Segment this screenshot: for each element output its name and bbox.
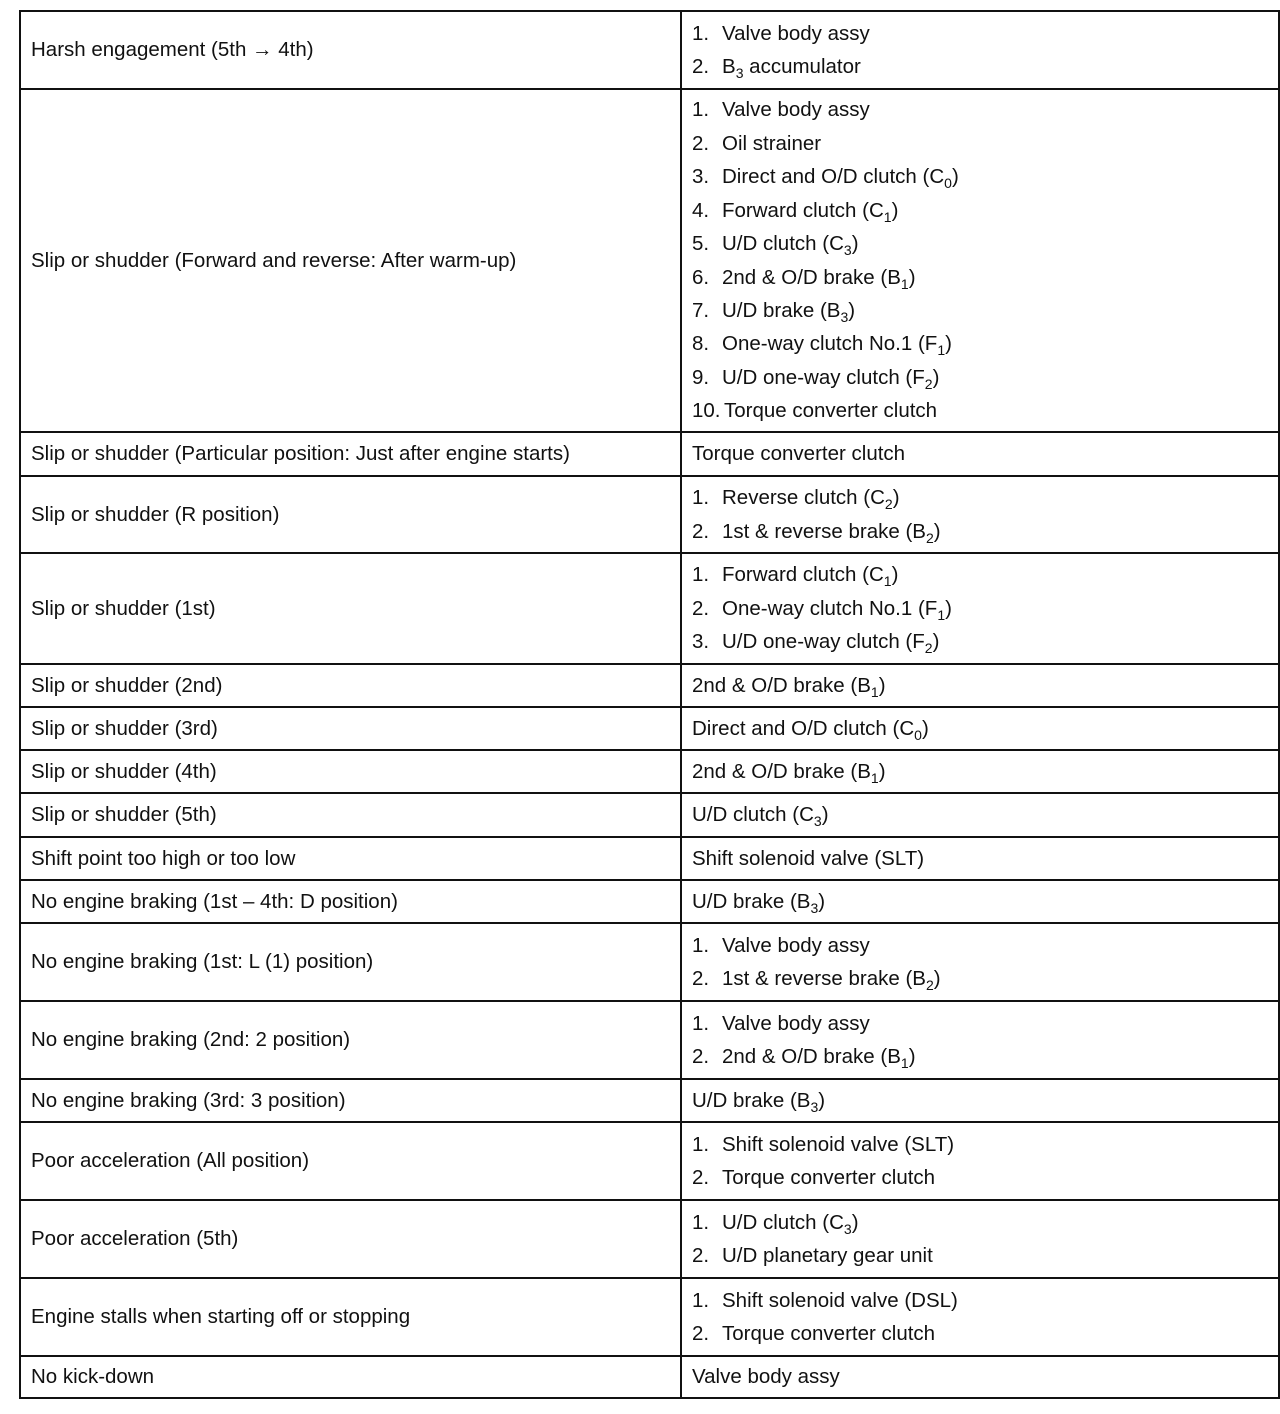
symptom-cell bbox=[20, 11, 681, 89]
part-number: 3. bbox=[692, 165, 710, 189]
part-suffix: ) bbox=[945, 332, 952, 356]
part-text: U/D brake (B bbox=[692, 889, 811, 913]
part-text: Shift solenoid valve (DSL) bbox=[722, 1288, 958, 1312]
parts-cell bbox=[681, 89, 1279, 432]
part-subscript: 1 bbox=[870, 683, 879, 700]
part-item bbox=[692, 160, 1268, 193]
part-text: Valve body assy bbox=[692, 1365, 840, 1389]
trouble-table-body bbox=[20, 11, 1279, 1398]
symptom-text: Slip or shudder (1st) bbox=[31, 596, 216, 620]
part-text: Torque converter clutch bbox=[724, 399, 938, 423]
part-number: 1. bbox=[692, 486, 710, 510]
part-suffix: ) bbox=[892, 486, 900, 510]
symptom-text: Poor acceleration (All position) bbox=[31, 1149, 310, 1173]
table-row bbox=[20, 1079, 1279, 1122]
parts-cell bbox=[681, 923, 1279, 1001]
part-item bbox=[692, 17, 1268, 50]
part-item bbox=[692, 558, 1268, 591]
part-suffix: ) bbox=[878, 759, 886, 783]
part-subscript: 1 bbox=[870, 769, 879, 786]
part-subscript: 0 bbox=[944, 175, 952, 192]
symptom-cell bbox=[20, 553, 681, 664]
parts-cell bbox=[681, 664, 1279, 707]
symptom-text: Slip or shudder (R position) bbox=[31, 502, 280, 526]
table-row bbox=[20, 664, 1279, 707]
parts-cell bbox=[681, 1356, 1279, 1398]
part-item bbox=[692, 50, 1268, 83]
part-suffix: ) bbox=[908, 265, 916, 289]
symptom-text: Slip or shudder (3rd) bbox=[31, 716, 218, 740]
symptom-cell bbox=[20, 837, 681, 880]
part-item bbox=[692, 1040, 1268, 1073]
part-subscript: 1 bbox=[900, 1055, 909, 1071]
part-item bbox=[692, 1317, 1268, 1350]
part-item bbox=[692, 294, 1268, 327]
symptom-cell bbox=[20, 1079, 681, 1122]
table-row bbox=[20, 880, 1279, 923]
trouble-table bbox=[19, 10, 1280, 1399]
symptom-text: Engine stalls when starting off or stopping bbox=[31, 1305, 411, 1329]
table-row bbox=[20, 1122, 1279, 1200]
part-subscript: 3 bbox=[843, 242, 852, 259]
part-subscript: 1 bbox=[937, 606, 946, 623]
part-suffix: ) bbox=[851, 232, 859, 256]
symptom-cell bbox=[20, 923, 681, 1001]
part-suffix: ) bbox=[821, 803, 829, 827]
symptom-cell bbox=[20, 1278, 681, 1356]
part-item bbox=[692, 798, 1268, 831]
symptom-cell bbox=[20, 1200, 681, 1278]
part-number: 1. bbox=[692, 563, 710, 587]
part-item bbox=[692, 885, 1268, 918]
symptom-cell bbox=[20, 1001, 681, 1079]
part-number: 4. bbox=[692, 198, 710, 222]
parts-cell bbox=[681, 1278, 1279, 1356]
part-number: 1. bbox=[692, 98, 710, 122]
symptom-cell bbox=[20, 476, 681, 553]
part-text: Valve body assy bbox=[722, 98, 870, 122]
part-item bbox=[692, 712, 1268, 745]
part-suffix: ) bbox=[932, 365, 940, 389]
part-text: 2nd & O/D brake (B bbox=[722, 265, 901, 289]
part-subscript: 0 bbox=[914, 726, 922, 743]
symptom-text: No kick-down bbox=[31, 1365, 155, 1389]
symptom-text: Poor acceleration (5th) bbox=[31, 1227, 239, 1251]
part-text: U/D brake (B bbox=[692, 1088, 811, 1112]
part-number: 8. bbox=[692, 332, 710, 356]
part-text: Forward clutch (C bbox=[722, 198, 884, 222]
part-text: Shift solenoid valve (SLT) bbox=[722, 1132, 955, 1156]
symptom-cell bbox=[20, 793, 681, 837]
part-suffix: ) bbox=[851, 1210, 859, 1234]
symptom-text: No engine braking (1st – 4th: D position) bbox=[31, 889, 398, 913]
part-item bbox=[692, 261, 1268, 294]
parts-cell bbox=[681, 11, 1279, 89]
part-number: 1. bbox=[692, 21, 710, 45]
part-subscript: 2 bbox=[884, 496, 893, 513]
parts-cell bbox=[681, 553, 1279, 664]
part-text: Oil strainer bbox=[722, 131, 822, 155]
part-item bbox=[692, 515, 1268, 548]
part-prefix: B bbox=[722, 55, 736, 78]
symptom-text: Shift point too high or too low bbox=[31, 846, 296, 870]
symptom-cell bbox=[20, 1356, 681, 1398]
part-number: 2. bbox=[692, 1045, 710, 1068]
part-subscript: 3 bbox=[843, 1220, 852, 1237]
part-text: 2nd & O/D brake (B bbox=[692, 759, 871, 783]
part-subscript: 1 bbox=[937, 342, 946, 359]
part-number: 1. bbox=[692, 1011, 710, 1035]
symptom-cell bbox=[20, 880, 681, 923]
part-text: U/D clutch (C bbox=[692, 803, 814, 827]
part-number: 3. bbox=[692, 630, 710, 654]
part-text: U/D clutch (C bbox=[722, 232, 844, 256]
symptom-text: Slip or shudder (4th) bbox=[31, 759, 217, 783]
part-subscript: 1 bbox=[883, 573, 892, 590]
part-item bbox=[692, 929, 1268, 962]
part-suffix: ) bbox=[891, 198, 899, 222]
part-number: 7. bbox=[692, 298, 710, 322]
part-number: 1. bbox=[692, 1132, 710, 1156]
symptom-text: Slip or shudder (Forward and reverse: After warm-up) bbox=[31, 248, 517, 272]
part-item bbox=[692, 1284, 1268, 1317]
part-suffix: ) bbox=[933, 967, 941, 990]
part-number: 1. bbox=[692, 933, 710, 957]
part-number: 2. bbox=[692, 967, 710, 990]
part-item bbox=[692, 327, 1268, 360]
table-row bbox=[20, 1200, 1279, 1278]
table-row bbox=[20, 1356, 1279, 1398]
part-item bbox=[692, 481, 1268, 514]
symptom-text: No engine braking (3rd: 3 position) bbox=[31, 1088, 346, 1112]
part-number: 2. bbox=[692, 519, 710, 543]
part-number: 1. bbox=[692, 1288, 710, 1312]
part-text: Shift solenoid valve (SLT) bbox=[692, 846, 925, 870]
symptom-text: Slip or shudder (Particular position: Just after engine starts) bbox=[31, 442, 570, 466]
part-text: U/D clutch (C bbox=[722, 1210, 844, 1234]
part-text: Torque converter clutch bbox=[692, 442, 906, 466]
part-item bbox=[692, 962, 1268, 995]
part-suffix: ) bbox=[891, 563, 899, 587]
table-row bbox=[20, 476, 1279, 553]
part-text: One-way clutch No.1 (F bbox=[722, 596, 938, 620]
part-item bbox=[692, 1360, 1268, 1393]
symptom-cell bbox=[20, 89, 681, 432]
part-item bbox=[692, 592, 1268, 625]
symptom-text: Harsh engagement (5th → 4th) bbox=[31, 38, 314, 62]
part-text: U/D one-way clutch (F bbox=[722, 630, 925, 654]
part-number: 2. bbox=[692, 1322, 710, 1345]
part-text: U/D one-way clutch (F bbox=[722, 365, 925, 389]
part-item bbox=[692, 1161, 1268, 1194]
part-subscript: 3 bbox=[813, 813, 822, 830]
part-item bbox=[692, 194, 1268, 227]
part-item bbox=[692, 361, 1268, 394]
symptom-text: No engine braking (2nd: 2 position) bbox=[31, 1028, 351, 1052]
part-text: Valve body assy bbox=[722, 1011, 870, 1035]
table-row bbox=[20, 707, 1279, 750]
symptom-cell bbox=[20, 707, 681, 750]
parts-cell bbox=[681, 837, 1279, 880]
part-subscript: 3 bbox=[735, 65, 744, 81]
part-item bbox=[692, 669, 1268, 702]
part-text: U/D planetary gear unit bbox=[722, 1244, 933, 1267]
part-number: 2. bbox=[692, 1244, 710, 1267]
parts-cell bbox=[681, 1079, 1279, 1122]
part-text: Reverse clutch (C bbox=[722, 486, 885, 510]
table-row bbox=[20, 750, 1279, 793]
part-subscript: 2 bbox=[925, 529, 934, 546]
parts-cell bbox=[681, 793, 1279, 837]
part-suffix: ) bbox=[933, 519, 941, 543]
table-row bbox=[20, 793, 1279, 837]
part-number: 6. bbox=[692, 265, 710, 289]
part-text: 1st & reverse brake (B bbox=[722, 519, 926, 543]
symptom-cell bbox=[20, 750, 681, 793]
part-subscript: 1 bbox=[900, 275, 909, 292]
parts-cell bbox=[681, 432, 1279, 476]
part-number: 5. bbox=[692, 232, 710, 256]
part-text: One-way clutch No.1 (F bbox=[722, 332, 938, 356]
part-item bbox=[692, 1007, 1268, 1040]
part-subscript: 2 bbox=[924, 375, 933, 392]
table-row bbox=[20, 553, 1279, 664]
part-item bbox=[692, 127, 1268, 160]
part-suffix: ) bbox=[818, 889, 826, 913]
part-text: 1st & reverse brake (B bbox=[722, 967, 926, 990]
part-text: Torque converter clutch bbox=[722, 1166, 936, 1189]
parts-cell bbox=[681, 1001, 1279, 1079]
part-text: U/D brake (B bbox=[722, 298, 841, 322]
part-item bbox=[692, 1206, 1268, 1239]
part-suffix: ) bbox=[908, 1045, 916, 1068]
table-row bbox=[20, 923, 1279, 1001]
symptom-cell bbox=[20, 1122, 681, 1200]
part-suffix: ) bbox=[932, 630, 940, 654]
part-text: Valve body assy bbox=[722, 21, 870, 45]
part-text: Valve body assy bbox=[722, 933, 870, 957]
part-subscript: 3 bbox=[810, 899, 819, 916]
parts-cell bbox=[681, 880, 1279, 923]
table-row bbox=[20, 432, 1279, 476]
part-number: 2. bbox=[692, 596, 710, 620]
part-item bbox=[692, 227, 1268, 260]
part-suffix: ) bbox=[818, 1088, 826, 1112]
parts-cell bbox=[681, 707, 1279, 750]
part-suffix: ) bbox=[951, 165, 959, 189]
symptom-text: Slip or shudder (5th) bbox=[31, 803, 217, 827]
table-row bbox=[20, 837, 1279, 880]
part-suffix: ) bbox=[921, 716, 929, 740]
parts-cell bbox=[681, 1122, 1279, 1200]
part-subscript: 3 bbox=[810, 1098, 819, 1115]
part-item bbox=[692, 437, 1268, 470]
table-row bbox=[20, 11, 1279, 89]
part-text: 2nd & O/D brake (B bbox=[692, 673, 871, 697]
table-row bbox=[20, 1278, 1279, 1356]
symptom-cell bbox=[20, 432, 681, 476]
part-text: Torque converter clutch bbox=[722, 1322, 936, 1345]
table-row bbox=[20, 89, 1279, 432]
part-subscript: 1 bbox=[883, 208, 892, 225]
parts-cell bbox=[681, 1200, 1279, 1278]
part-number: 2. bbox=[692, 55, 710, 78]
part-subscript: 3 bbox=[840, 308, 849, 325]
part-number: 10. bbox=[692, 399, 721, 423]
part-number: 9. bbox=[692, 365, 710, 389]
part-item bbox=[692, 394, 1268, 427]
part-item bbox=[692, 93, 1268, 126]
parts-cell bbox=[681, 476, 1279, 553]
part-number: 2. bbox=[692, 131, 710, 155]
table-row bbox=[20, 1001, 1279, 1079]
symptom-text: No engine braking (1st: L (1) position) bbox=[31, 950, 374, 974]
part-item bbox=[692, 625, 1268, 658]
symptom-text: Slip or shudder (2nd) bbox=[31, 673, 223, 697]
part-suffix: ) bbox=[848, 298, 856, 322]
part-item bbox=[692, 755, 1268, 788]
part-text: Direct and O/D clutch (C bbox=[722, 165, 945, 189]
part-number: 2. bbox=[692, 1166, 710, 1189]
part-text: Forward clutch (C bbox=[722, 563, 884, 587]
part-item bbox=[692, 842, 1268, 875]
parts-cell bbox=[681, 750, 1279, 793]
part-subscript: 2 bbox=[925, 977, 934, 993]
part-number: 1. bbox=[692, 1210, 710, 1234]
part-text: accumulator bbox=[743, 55, 861, 78]
part-item bbox=[692, 1084, 1268, 1117]
part-text: Direct and O/D clutch (C bbox=[692, 716, 915, 740]
part-item bbox=[692, 1128, 1268, 1161]
part-suffix: ) bbox=[945, 596, 952, 620]
symptom-cell bbox=[20, 664, 681, 707]
part-suffix: ) bbox=[878, 673, 886, 697]
part-text: 2nd & O/D brake (B bbox=[722, 1045, 901, 1068]
part-subscript: 2 bbox=[924, 640, 933, 657]
part-item bbox=[692, 1239, 1268, 1272]
